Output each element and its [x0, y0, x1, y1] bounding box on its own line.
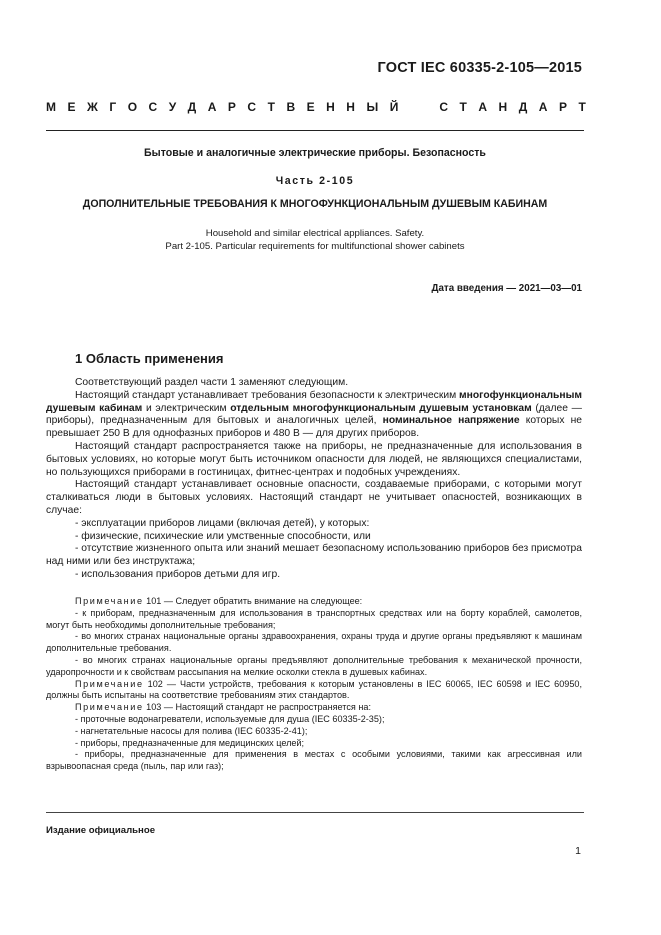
heading-letter: Г [109, 100, 117, 114]
title-part: Часть 2-105 [275, 175, 355, 187]
heading-letter: Р [558, 100, 567, 114]
heading-letter: В [286, 100, 296, 114]
footer-divider [46, 812, 584, 813]
note-103: Примечание 103 — Настоящий стандарт не распространяется на: [75, 702, 371, 713]
heading-letter: М [46, 100, 56, 114]
standard-code: ГОСТ IEC 60335-2-105—2015 [377, 60, 582, 76]
heading-letter: Р [227, 100, 236, 114]
title-english-line-1: Household and similar electrical appliances. Safety. [205, 228, 425, 239]
interstate-standard-heading [46, 100, 586, 114]
paragraph-4: Настоящий стандарт устанавливает основные опасности, создаваемые приборами, с которыми могут сталкиваться люди в бытовых условиях. Настоящий стандарт не учитывает опасностей, возникающих в случае: [46, 479, 582, 516]
list-item: - отсутствие жизненного опыта или знаний мешает безопасному использованию приборов без присмотра над ними или без инструктажа; [46, 543, 582, 568]
paragraph-3: Настоящий стандарт распространяется также на приборы, не предназначенные для использования в бытовых условиях, но которые могут быть источником опасности для людей, не являющихся специалистами, но пользующихся приборами в гостиницах, фитнес-центрах и подобных учреждениях. [46, 440, 582, 478]
list-item: - эксплуатации приборов лицами (включая детей), у которых: [75, 517, 370, 529]
heading-letter: Е [306, 100, 315, 114]
list-item: - использования приборов детьми для игр. [75, 568, 281, 580]
note-item: - приборы, предназначенные для медицинских целей; [75, 737, 305, 748]
note-item: - проточные водонагреватели, используемые для душа (IEC 60335-2-35); [75, 713, 385, 724]
heading-gap [410, 100, 428, 114]
heading-letter: Н [346, 100, 355, 114]
paragraph-2: Настоящий стандарт устанавливает требования безопасности к электрическим многофункциональным душевым кабинам и электрическим отдельным многофункциональным душевым установкам (далее — приборы), предназначенным для бытовых и аналогичных целей, номинальное напряжение которых не превышает 250 В для однофазных приборов и 480 В — для других приборов. [46, 389, 583, 440]
heading-letter: Н [326, 100, 335, 114]
heading-letter: А [478, 100, 488, 114]
heading-letter: Т [459, 100, 467, 114]
heading-letter: Д [187, 100, 197, 114]
heading-letter: С [247, 100, 257, 114]
note-item: - во многих странах национальные органы предъявляют дополнительные требования к механической прочности, ударопрочности и к свойствам рассыпания на мелкие осколки стекла в душевых кабинах. [46, 654, 582, 677]
heading-letter: Е [67, 100, 76, 114]
heading-letter: Т [578, 100, 586, 114]
paragraph-1: Соответствующий раздел части 1 заменяют следующим. [75, 377, 349, 388]
section-body [46, 377, 582, 582]
heading-letter: Д [518, 100, 528, 114]
note-101: Примечание 101 — Следует обратить внимание на следующее: [75, 596, 363, 606]
note-102: Примечание 102 — Части устройств, требования к которым установлены в IEC 60065, IEC 60598 и IEC 60950, должны быть испытаны на соответствие требованиям этих стандартов. [46, 678, 582, 701]
notes-block [46, 596, 582, 773]
heading-letter: А [207, 100, 217, 114]
note-item: - к приборам, предназначенным для использования в транспортных средствах или на борту кораблей, самолетов, могут быть необходимы дополнительные требования; [46, 607, 582, 630]
heading-letter: С [148, 100, 158, 114]
heading-letter: С [439, 100, 449, 114]
note-item: - во многих странах национальные органы здравоохранения, охраны труда и другие органы предъявляют к машинам дополнительные требования. [46, 631, 582, 654]
heading-letter: О [127, 100, 138, 114]
heading-letter: Н [498, 100, 508, 114]
page-number: 1 [575, 845, 581, 857]
edition-label: Издание официальное [46, 825, 156, 836]
heading-letter: А [538, 100, 548, 114]
heading-letter: Ж [87, 100, 98, 114]
heading-letter: Т [267, 100, 275, 114]
title-english-line-2: Part 2-105. Particular requirements for multifunctional shower cabinets [165, 241, 465, 252]
list-item: - физические, психические или умственные способности, или [75, 530, 371, 542]
introduction-date: Дата введения — 2021—03—01 [431, 283, 582, 294]
title-english [46, 227, 584, 253]
heading-letter: Ы [366, 100, 379, 114]
title-subject: ДОПОЛНИТЕЛЬНЫЕ ТРЕБОВАНИЯ К МНОГОФУНКЦИОНАЛЬНЫМ ДУШЕВЫМ КАБИНАМ [82, 198, 548, 210]
note-item: - нагнетательные насосы для полива (IEC 60335-2-41); [75, 725, 308, 736]
heading-letter: Й [389, 100, 399, 114]
section-title: 1 Область применения [75, 351, 224, 366]
heading-letter: У [168, 100, 177, 114]
title-russian: Бытовые и аналогичные электрические приборы. Безопасность [144, 147, 486, 159]
header-divider [46, 130, 584, 131]
note-item: - приборы, предназначенные для применения в местах с особыми условиями, такими как агрессивная или взрывоопасная среда (пыль, пар или газ); [46, 749, 582, 772]
